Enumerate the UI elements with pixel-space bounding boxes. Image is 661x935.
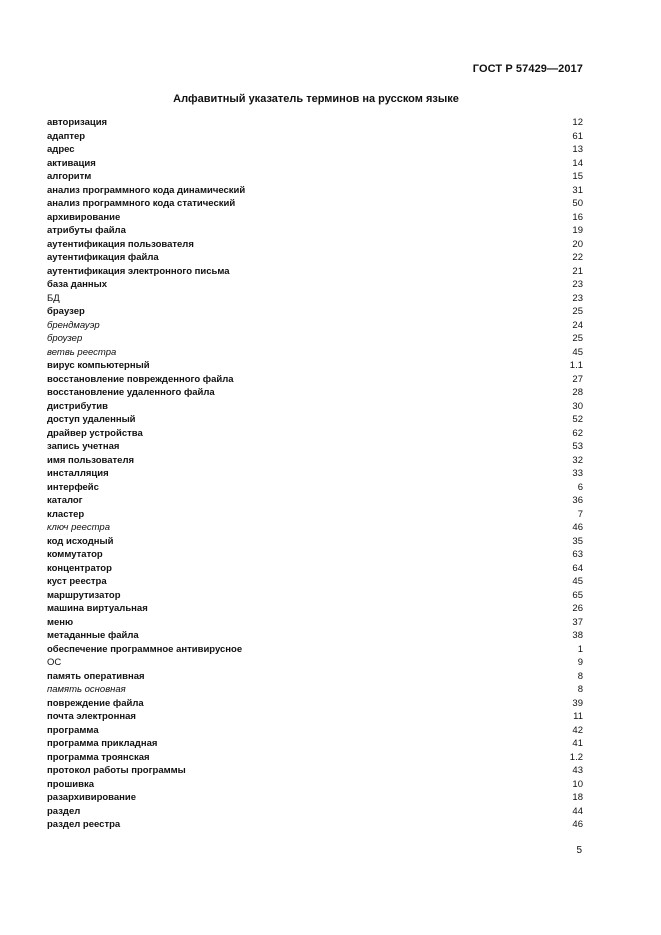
index-entry [47,251,583,265]
index-term-number: 39 [572,697,583,709]
index-term: раздел реестра [47,819,121,830]
index-term: драйвер устройства [47,427,143,439]
index-term: меню [47,616,74,628]
document-standard-header: ГОСТ Р 57429—2017 [472,63,583,75]
index-term-number: 1.1 [569,360,583,371]
index-term: дистрибутив [47,400,108,412]
index-entry [47,305,583,319]
index-term: коммутатор [47,549,103,560]
index-term-number: 25 [572,306,583,317]
index-term-number: 33 [572,468,583,479]
index-entry [47,791,583,805]
index-term-number: 35 [572,535,583,547]
index-term: браузер [47,306,85,317]
index-entry [47,562,583,576]
index-term-number: 9 [577,657,583,668]
index-term: архивирование [47,211,121,223]
index-entry [47,643,583,657]
index-term: программа прикладная [47,738,158,749]
index-term: память оперативная [47,670,145,682]
index-entry [47,346,583,360]
index-entry [47,400,583,414]
index-term: куст реестра [47,576,107,587]
index-entry [47,170,583,184]
index-term-number: 44 [572,805,583,817]
index-term-number: 19 [572,225,583,236]
index-entry [47,292,583,306]
index-term: вирус компьютерный [47,360,150,371]
index-entry [47,697,583,711]
index-term-number: 8 [577,684,583,695]
index-term-number: 18 [572,792,583,803]
index-term: машина виртуальная [47,603,148,614]
index-entry [47,278,583,292]
page-number: 5 [576,845,582,856]
index-term-number: 21 [572,265,583,277]
index-term-number: 63 [572,549,583,560]
index-term: метаданные файла [47,630,139,641]
index-term-number: 61 [572,130,583,142]
index-term-number: 64 [572,562,583,574]
index-term: алгоритм [47,171,92,182]
index-term-number: 8 [577,670,583,682]
index-term: БД [47,292,60,304]
index-entry [47,184,583,198]
index-entry [47,764,583,778]
index-entry [47,224,583,238]
index-term-number: 1.2 [569,751,583,763]
index-term-number: 22 [572,252,583,263]
index-entry [47,332,583,346]
index-term: обеспечение программное антивирусное [47,643,243,655]
index-entry [47,589,583,603]
index-term-number: 30 [572,400,583,412]
index-entry [47,386,583,400]
index-term: код исходный [47,535,114,547]
index-term: разархивирование [47,792,137,803]
index-entry [47,157,583,171]
index-entry [47,494,583,508]
index-entry [47,143,583,157]
index-term: каталог [47,495,83,506]
index-term-number: 1 [577,643,583,655]
index-entry [47,440,583,454]
index-entry [47,656,583,670]
index-entry [47,481,583,495]
index-entry [47,535,583,549]
index-title: Алфавитный указатель терминов на русском языке [173,93,459,105]
index-term: доступ удаленный [47,414,136,425]
index-term-number: 14 [572,157,583,169]
index-term-number: 26 [572,603,583,614]
index-term: раздел [47,805,81,817]
index-term-number: 13 [572,144,583,155]
index-term-number: 52 [572,414,583,425]
index-term: ОС [47,657,62,668]
index-term: протокол работы программы [47,765,186,776]
index-term: имя пользователя [47,454,135,466]
index-entry [47,521,583,535]
index-entry [47,211,583,225]
index-term-number: 7 [577,508,583,520]
index-term-number: 28 [572,387,583,398]
index-term: почта электронная [47,711,136,722]
index-term-number: 15 [572,171,583,182]
index-term: анализ программного кода динамический [47,184,246,196]
index-entry [47,373,583,387]
index-term: адрес [47,144,75,155]
index-entry [47,467,583,481]
index-term: кластер [47,508,85,520]
index-term: память основная [47,684,126,695]
index-term-number: 41 [572,738,583,749]
index-entry [47,818,583,832]
index-entry [47,238,583,252]
index-term: ветвь реестра [47,346,117,358]
index-entry [47,265,583,279]
index-entry [47,548,583,562]
index-entry [47,508,583,522]
index-entry [47,575,583,589]
index-term: восстановление удаленного файла [47,387,215,398]
index-term-number: 37 [572,616,583,628]
index-term-number: 43 [572,765,583,776]
index-term: атрибуты файла [47,225,126,236]
index-term: маршрутизатор [47,589,121,601]
index-term-number: 23 [572,292,583,304]
index-term-number: 45 [572,576,583,587]
index-term-number: 23 [572,279,583,290]
index-entry [47,359,583,373]
index-term: запись учетная [47,441,120,452]
index-term-number: 16 [572,211,583,223]
index-term: ключ реестра [47,522,110,533]
index-term: восстановление поврежденного файла [47,373,234,385]
index-term-number: 6 [577,481,583,493]
index-entry [47,197,583,211]
index-term-number: 62 [572,427,583,439]
index-entry [47,454,583,468]
index-term: программа троянская [47,751,150,763]
index-term: аутентификация файла [47,252,159,263]
index-entry [47,724,583,738]
index-term: активация [47,157,96,169]
index-term-number: 11 [573,711,583,722]
index-term: программа [47,724,99,736]
index-term-number: 25 [572,333,583,344]
index-term: авторизация [47,117,108,128]
index-term-number: 45 [572,346,583,358]
index-term: прошивка [47,778,94,790]
index-entry [47,751,583,765]
index-term-number: 38 [572,630,583,641]
index-term-number: 32 [572,454,583,466]
index-entry [47,116,583,130]
index-term-number: 53 [572,441,583,452]
index-entry [47,710,583,724]
index-entry [47,805,583,819]
index-entry [47,427,583,441]
index-term: аутентификация электронного письма [47,265,230,277]
index-term-number: 20 [572,238,583,250]
index-term-number: 36 [572,495,583,506]
index-term: интерфейс [47,481,99,493]
index-term: аутентификация пользователя [47,238,194,250]
index-term: брендмауэр [47,319,100,331]
index-entry [47,629,583,643]
index-term: броузер [47,333,83,344]
index-term-number: 31 [572,184,583,196]
index-term: адаптер [47,130,86,142]
index-term: база данных [47,279,107,290]
index-term-number: 27 [572,373,583,385]
index-entry [47,683,583,697]
index-term-number: 42 [572,724,583,736]
index-term: концентратор [47,562,112,574]
index-entry [47,670,583,684]
index-entry [47,413,583,427]
index-term-number: 12 [572,117,583,128]
index-term: инсталляция [47,468,109,479]
index-entry [47,737,583,751]
index-term: повреждение файла [47,697,144,709]
index-term-number: 10 [572,778,583,790]
index-term: анализ программного кода статический [47,198,236,209]
term-index-list [47,116,583,832]
index-entry [47,616,583,630]
index-entry [47,602,583,616]
index-term-number: 46 [572,522,583,533]
index-term-number: 65 [572,589,583,601]
index-entry [47,319,583,333]
index-entry [47,130,583,144]
index-term-number: 50 [572,198,583,209]
index-term-number: 24 [572,319,583,331]
index-entry [47,778,583,792]
index-term-number: 46 [572,819,583,830]
